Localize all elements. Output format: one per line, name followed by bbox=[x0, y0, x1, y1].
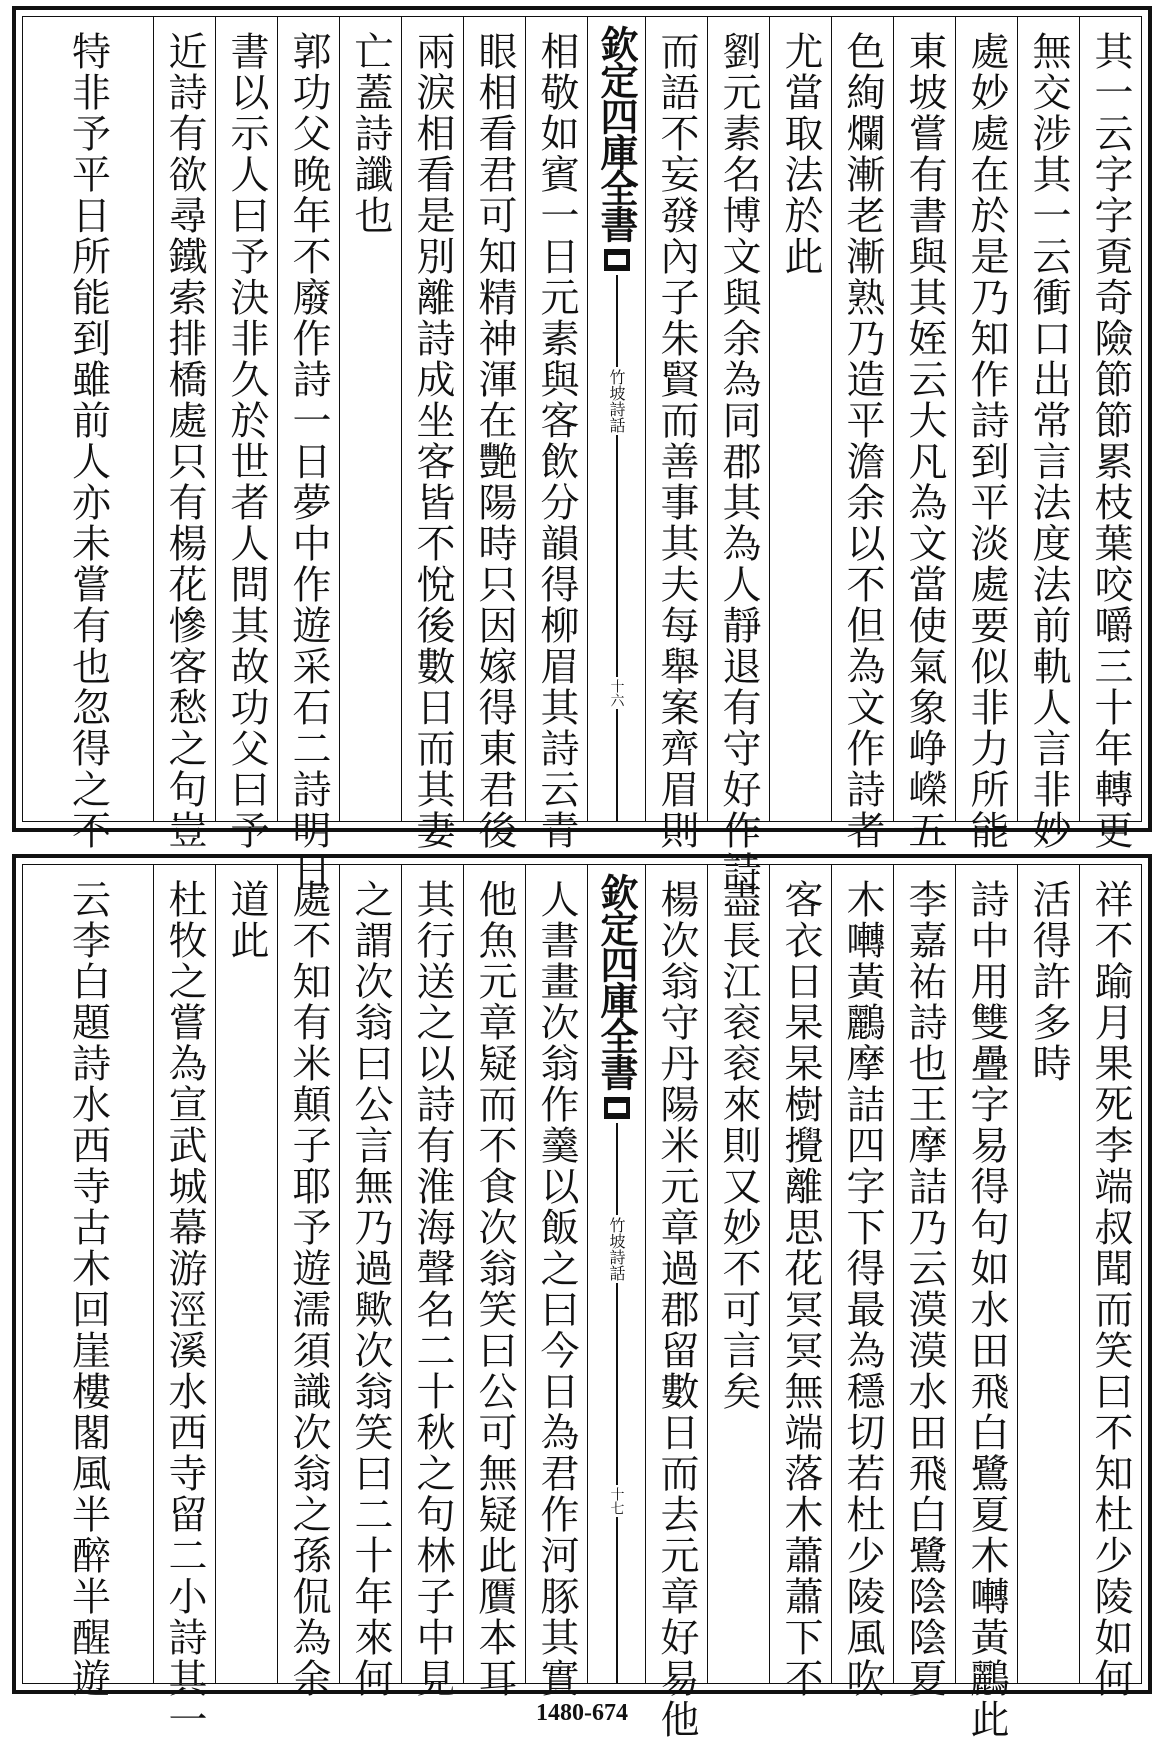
page-number: 十六 bbox=[608, 679, 625, 707]
text-column: 他魚元章疑而不食次翁笑曰公可無疑此贋本耳 bbox=[463, 865, 525, 1683]
fish-tail-mark-icon bbox=[604, 249, 630, 271]
upper-column-grid bbox=[23, 17, 1141, 892]
book-title: 欽定四庫全書 bbox=[594, 25, 639, 241]
text-column: 眼相看君可知精神渾在艷陽時只因嫁得東君後 bbox=[463, 17, 525, 821]
text-column: 處不知有米顛子耶予遊濡須識次翁之孫侃為余 bbox=[277, 865, 339, 1683]
text-column: 其一云字字覔奇險節節累枝葉咬嚼三十年轉更 bbox=[1079, 17, 1141, 821]
page-number: 十七 bbox=[608, 1487, 625, 1515]
text-column: 亡蓋詩讖也 bbox=[339, 17, 401, 821]
text-column: 劉元素名博文與余為同郡其為人靜退有守好作詩 bbox=[707, 17, 769, 821]
upper-page-frame bbox=[12, 6, 1152, 892]
book-title: 欽定四庫全書 bbox=[594, 873, 639, 1089]
text-column: 色絢爛漸老漸熟乃造平澹余以不但為文作詩者 bbox=[831, 17, 893, 821]
text-column: 尤當取法於此 bbox=[769, 17, 831, 821]
upper-page-inner-frame bbox=[22, 16, 1142, 892]
text-column: 近詩有欲尋鐵索排橋處只有楊花慘客愁之句豈 bbox=[153, 17, 215, 821]
text-column: 相敬如賓一日元素與客飲分韻得柳眉其詩云青 bbox=[525, 17, 587, 821]
text-column: 之謂次翁曰公言無乃過歟次翁笑曰二十年來何 bbox=[339, 865, 401, 1683]
text-column: 兩淚相看是別離詩成坐客皆不悅後數日而其妻 bbox=[401, 17, 463, 821]
center-margin-column bbox=[587, 865, 645, 1683]
text-column: 杜牧之嘗為宣武城幕游涇溪水西寺留二小詩其一 bbox=[153, 865, 215, 1683]
text-column: 東坡嘗有書與其姪云大凡為文當使氣象峥嶸五 bbox=[893, 17, 955, 821]
center-margin-column bbox=[587, 17, 645, 821]
text-column: 盡長江衮衮來則又妙不可言矣 bbox=[707, 865, 769, 1683]
text-column: 云李白題詩水西寺古木回崖樓閣風半醉半醒遊 bbox=[65, 879, 111, 1699]
section-title: 竹坡詩話 bbox=[607, 369, 626, 433]
page-footer-number: 1480-674 bbox=[536, 1700, 628, 1726]
text-column: 道此 bbox=[215, 865, 277, 1683]
text-column: 無交涉其一云衝口出常言法度法前軌人言非妙 bbox=[1017, 17, 1079, 821]
text-column: 處妙處在於是乃知作詩到平淡處要似非力所能 bbox=[955, 17, 1017, 821]
text-column: 其行送之以詩有淮海聲名二十秋之句林子中見 bbox=[401, 865, 463, 1683]
text-column: 而語不妄發內子朱賢而善事其夫每舉案齊眉則 bbox=[645, 17, 707, 821]
text-column: 李嘉祐詩也王摩詰乃云漠漠水田飛白鷺陰陰夏 bbox=[893, 865, 955, 1683]
text-column: 客衣日杲杲樹攪離思花冥冥無端落木蕭蕭下不 bbox=[769, 865, 831, 1683]
fish-tail-mark-icon bbox=[604, 1097, 630, 1119]
center-rule bbox=[616, 1123, 618, 1683]
text-column: 人書畫次翁作羹以飯之曰今日為君作河豚其實 bbox=[525, 865, 587, 1683]
text-column: 郭功父晚年不廢作詩一日夢中作遊采石二詩明日 bbox=[277, 17, 339, 821]
text-column: 特非予平日所能到雖前人亦未嘗有也忽得之不 bbox=[65, 31, 111, 851]
text-column: 活得許多時 bbox=[1017, 865, 1079, 1683]
text-column: 書以示人曰予決非久於世者人問其故功父曰予 bbox=[215, 17, 277, 821]
center-rule bbox=[616, 275, 618, 821]
text-column: 祥不踰月果死李端叔聞而笑曰不知杜少陵如何 bbox=[1079, 865, 1141, 1683]
text-column: 楊次翁守丹陽米元章過郡留數日而去元章好易他 bbox=[645, 865, 707, 1683]
text-column: 木囀黃鸝摩詰四字下得最為穩切若杜少陵風吹 bbox=[831, 865, 893, 1683]
text-column: 詩中用雙疊字易得句如水田飛白鷺夏木囀黃鸝此 bbox=[955, 865, 1017, 1683]
section-title: 竹坡詩話 bbox=[607, 1217, 626, 1281]
